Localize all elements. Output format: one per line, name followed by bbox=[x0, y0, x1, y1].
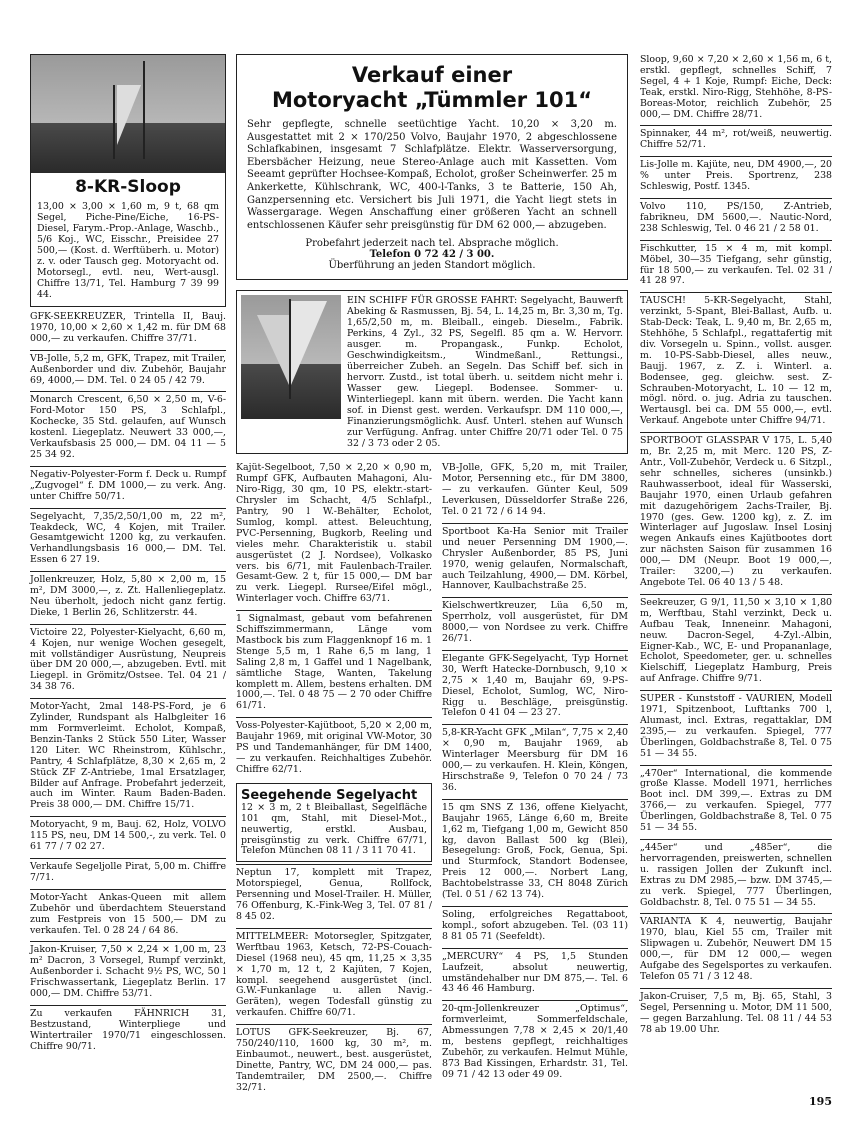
column-middle bbox=[236, 52, 628, 1099]
tuemmler-contact-1: Probefahrt jederzeit nach tel. Absprache möglich. bbox=[305, 238, 559, 250]
classified-ad: Spinnaker, 44 m², rot/weiß, neuwertig. Chiffre 52/71. bbox=[640, 125, 832, 156]
page-number: 195 bbox=[809, 1095, 832, 1108]
classified-list-middle-left bbox=[236, 460, 432, 1098]
tuemmler-contact-3: Überführung an jeden Standort möglich. bbox=[328, 260, 536, 272]
classified-ad: Volvo 110, PS/150, Z-Antrieb, fabrikneu, DM 5600,—. Nautic-Nord, 238 Schleswig, Tel. 0 46 21 / 2 58 01. bbox=[640, 198, 832, 240]
classified-list-right bbox=[640, 52, 832, 1041]
classified-ad: Lis-Jolle m. Kajüte, neu, DM 4900,—, 20 % unter Preis. Sportrenz, 238 Schleswig, Postf. 1345. bbox=[640, 156, 832, 198]
classified-ad: Neptun 17, komplett mit Trapez, Motorspiegel, Genua, Rollfock, Persenning und Mosel-Trailer. H. Müller, 76 Offenburg, K.-Fink-Weg 3, Tel. 07 81 / 8 45 02. bbox=[236, 864, 432, 928]
tuemmler-ad bbox=[236, 54, 628, 280]
classified-ad: 5,8-KR-Yacht GFK „Milan“, 7,75 × 2,40 × 0,90 m, Baujahr 1969, ab Winterlager Meersburg für DM 16 000,— zu verkaufen. H. Klein, Köngen, Hirschstraße 9, Telefon 0 70 24 / 73 36. bbox=[442, 724, 628, 798]
tuemmler-text: Sehr gepflegte, schnelle seetüchtige Yacht. 10,20 × 3,20 m. Ausgestattet mit 2 × 170/250 Volvo, Baujahr 1970, 2 abgeschlossene Schlafkabinen, insgesamt 7 Schlafplätze. Elektr. Wasserversorgung, Ebersbächer Heizung, neue Stereo-Anlage auch mit Kassetten. Vom Seeamt geprüfter Hochsee-Kompaß, Echolot, großer Scheinwerfer. 25 m Ankerkette, Kühlschrank, WC, 400-l-Tanks, 3 te Batterie, 150 Ah, Ganzpersenning etc. Versichert bis Juli 1971, die Yacht liegt stets in Wassergarage. Wegen Anschaffung einer größeren Yacht an schnell entschlossenen Käufer sehr preisgünstig für DM 62 000,— abzugeben. bbox=[247, 119, 617, 231]
classified-ad: 20-qm-Jollenkreuzer „Optimus“, formverleimt, Sommerfeldschale, Abmessungen 7,78 × 2,45 × 20/1,40 m, bestens gepflegt, reichhaltiges Zubehör, zu verkaufen. Helmut Mühle, 873 Bad Kissingen, Erhardstr. 31, Tel. 09 71 / 42 13 oder 49 09. bbox=[442, 1000, 628, 1085]
classified-ad: Kajüt-Segelboot, 7,50 × 2,20 × 0,90 m, Rumpf GFK, Aufbauten Mahagoni, Alu-Niro-Rigg, 30 qm, 10 PS, elektr.-start-Chrysler im Schacht, 4/5 Schlafpl., Pantry, 90 l W.-Behälter, Echolot, Sumlog, kompl. attest. Beleuchtung, PVC-Persenning, Bugkorb, Reeling und vieles mehr. Charakteristik u. stabil ausgerüstet (2 J. Nordsee), Volkasko vers. bis 6/71, mit Faulenbach-Trailer. Gesamt-Gew. 2 t, für 15 000,— DM bar zu verk. Liegepl. Rursee/Eifel mögl., Winterlager voch. Chiffre 63/71. bbox=[236, 462, 432, 605]
classified-ad: LOTUS GFK-Seekreuzer, Bj. 67, 750/240/110, 1600 kg, 30 m², m. Einbaumot., neuwert., best. ausgerüstet, Dinette, Pantry, WC, DM 24 000,— pas. Tandemtrailer, DM 2500,—. Chiffre 32/71. bbox=[236, 1024, 432, 1098]
column-right bbox=[640, 52, 832, 1041]
tuemmler-title-2: Motoryacht „Tümmler 101“ bbox=[271, 88, 593, 112]
classified-ad: Victoire 22, Polyester-Kielyacht, 6,60 m, 4 Kojen, nur wenige Wochen gesegelt, mit vollständiger Ausrüstung, Neupreis über DM 20 000,—, abzugeben. Evtl. mit Liegepl. in Grömitz/Ostsee. Tel. 04 21 / 34 38 76. bbox=[30, 624, 226, 698]
classified-ad: Negativ-Polyester-Form f. Deck u. Rumpf „Zugvogel“ f. DM 1000,— zu verk. Ang. unter Chiffre 50/71. bbox=[30, 466, 226, 508]
classified-ad: Sportboot Ka-Ha Senior mit Trailer und neuer Persenning DM 1900,—. Chrysler Außenborder, 85 PS, Juni 1970, wenig gelaufen, Normalschaft, auch Teilzahlung, 4900,— DM. Körbel, Hannover, Kaulbachstraße 25. bbox=[442, 523, 628, 597]
sloop-title: 8-KR-Sloop bbox=[75, 177, 181, 197]
classified-ad: Motoryacht, 9 m, Bauj. 62, Holz, VOLVO 115 PS, neu, DM 14 500,-, zu verk. Tel. 0 61 77 / 7 02 27. bbox=[30, 816, 226, 858]
classified-ad: GFK-SEEKREUZER, Trintella II, Bauj. 1970, 10,00 × 2,60 × 1,42 m. für DM 68 000,— zu verkaufen. Chiffre 37/71. bbox=[30, 311, 226, 344]
seegehende-ad bbox=[236, 783, 432, 863]
classified-ad: Voss-Polyester-Kajütboot, 5,20 × 2,00 m, Baujahr 1969, mit original VW-Motor, 30 PS und Tandemanhänger, für DM 1400,— zu verkaufen. Reichhaltiges Zubehör. Chiffre 62/71. bbox=[236, 717, 432, 781]
classified-ad: VB-Jolle, GFK, 5,20 m, mit Trailer, Motor, Persenning etc., für DM 3800,— zu verkaufen. Günter Keul, 509 Leverkusen, Düsseldorfer Straße 226, Tel. 0 21 72 / 6 14 94. bbox=[442, 462, 628, 517]
classified-ad: Soling, erfolgreiches Regattaboot, kompl., sofort abzugeben. Tel. (03 11) 8 81 05 71 (Seefeldt). bbox=[442, 906, 628, 948]
ship-photo bbox=[241, 295, 341, 419]
classified-ad: SUPER - Kunststoff - VAURIEN, Modell 1971, Spitzenboot, Lufttanks 700 l, Alumast, incl. Extras, regattaklar, DM 2395,— zu verkaufen. Spiegel, 777 Überlingen, Goldbachstraße 8, Tel. 0 75 51 — 34 55. bbox=[640, 690, 832, 764]
classified-ad: Motor-Yacht Ankas-Queen mit allem Zubehör und überdachtem Steuerstand zum Festpreis von 15 500,— DM zu verkaufen. Tel. 0 28 24 / 64 86. bbox=[30, 889, 226, 942]
sloop-ad bbox=[30, 54, 226, 307]
classified-ad: Sloop, 9,60 × 7,20 × 2,60 × 1,56 m, 6 t, erstkl. gepflegt, schnelles Schiff, 7 Segel, 4 + 1 Koje, Rumpf: Eiche, Deck: Teak, erstkl. Niro-Rigg, Stehhöhe, 8-PS-Boreas-Motor, reichlich Zubehör, 25 000,— DM. Chiffre 28/71. bbox=[640, 54, 832, 120]
classified-ad: „MERCURY“ 4 PS, 1,5 Stunden Laufzeit, absolut neuwertig, umständehalber nur DM 875,—. Tel. 6 43 46 46 Hamburg. bbox=[442, 948, 628, 1001]
classified-ad: SPORTBOOT GLASSPAR V 175, L. 5,40 m, Br. 2,25 m, mit Merc. 120 PS, Z-Antr., Voll-Zubehör, Verdeck u. 6 Sitzpl., sehr schnelles, sicheres (unsinkb.) Rauhwasserboot, ideal für Wasserski, Baujahr 1970, einen Urlaub gefahren mit dazugehörigem 2achs-Trailer, Bj. 1970 (ges. Gew. 1200 kg), z. Z. im Winterlager auf Jugoslaw. Insel Losinj wegen Ankaufs eines Kajütbootes dort zur nächsten Saison für zusammen 16 000,— DM (Neupr. Boot 19 000,—, Trailer: 3200,—) zu verkaufen. Angebote Tel. 06 40 13 / 5 48. bbox=[640, 432, 832, 594]
classified-ad: „470er“ International, die kommende große Klasse. Modell 1971, herrliches Boot incl. DM 399,—. Extras zu DM 3766,— zu verkaufen. Spiegel, 777 Überlingen, Goldbachstraße 8, Tel. 0 75 51 — 34 55. bbox=[640, 765, 832, 839]
classified-ad: Kielschwertkreuzer, Lüa 6,50 m, Sperrholz, voll ausgerüstet, für DM 8000,— von Nordsee zu verk. Chiffre 26/71. bbox=[442, 597, 628, 650]
tuemmler-contact-2: Telefon 0 72 42 / 3 00. bbox=[369, 249, 495, 261]
sloop-photo bbox=[31, 55, 225, 173]
seegehende-title: Seegehende Segelyacht bbox=[241, 787, 418, 803]
ship-ad bbox=[236, 290, 628, 454]
classified-ad: 1 Signalmast, gebaut vom befahrenen Schiffszimmermann, Länge vom Mastbock bis zum Flaggenknopf 16 m. 1 Stenge 5,5 m, 1 Rahe 6,5 m lang, 1 Saling 2,8 m, 1 Gaffel und 1 Nagelbank, sämtliche Stage, Wanten, Takelung komplett m. Allem, bestens erhalten. DM 1000,—. Tel. 0 48 75 — 2 70 oder Chiffre 61/71. bbox=[236, 610, 432, 717]
classified-ad: Segelyacht, 7,35/2,50/1,00 m, 22 m², Teakdeck, WC, 4 Kojen, mit Trailer. Gesamtgewicht 1200 kg, zu verkaufen. Verhandlungsbasis 16 000,— DM. Tel. Essen 6 27 19. bbox=[30, 508, 226, 572]
classified-ad: Verkaufe Segeljolle Pirat, 5,00 m. Chiffre 7/71. bbox=[30, 858, 226, 889]
classified-list-middle-right bbox=[442, 460, 628, 1098]
sloop-text: 13,00 × 3,00 × 1,60 m, 9 t, 68 qm Segel, Piche-Pine/Eiche, 16-PS-Diesel, Farym.-Prop.-Anlage, Waschb., 5/6 Koj., WC, Eisschr., Preisidee 27 500,— (Kost. d. Werftüberh. u. Motor) z. v. oder Tausch geg. Motoryacht od. Motorsegl., evtl. neu, Wert-ausgl. Chiffre 13/71, Tel. Hamburg 7 39 99 44. bbox=[37, 201, 219, 300]
classified-ad: VB-Jolle, 5,2 m, GFK, Trapez, mit Trailer, Außenborder und div. Zubehör, Baujahr 69, 4000,— DM. Tel. 0 24 05 / 42 79. bbox=[30, 350, 226, 392]
classified-ad: Monarch Crescent, 6,50 × 2,50 m, V-6-Ford-Motor 150 PS, 3 Schlafpl., Kochecke, 35 Std. gelaufen, auf Wunsch kostenl. Liegeplatz. Neuwert 33 000,—, Verkaufsbasis 25 000,— DM. 04 11 — 5 25 34 92. bbox=[30, 391, 226, 465]
classified-ad: Elegante GFK-Segelyacht, Typ Hornet 30, Werft Hatecke-Dornbusch, 9,10 × 2,75 × 1,40 m, Baujahr 69, 9-PS-Diesel, Echolot, Sumlog, WC, Niro-Rigg u. Beschläge, preisgünstig. Telefon 0 41 04 — 23 27. bbox=[442, 650, 628, 724]
classified-ad: Motor-Yacht, 2mal 148-PS-Ford, je 6 Zylinder, Rundspant als Halbgleiter 16 mm Formverleimt. Echolot, Kompaß, Benzin-Tanks 2 Stück 550 Liter, Wasser 120 Liter. WC Rheinstrom, Kühlschr., Pantry, 4 Schlafplätze, 8,30 × 2,65 m, 2 Stück ZF Z-Antriebe, 1mal Ersatzlager, Bilder auf Anfrage. Probefahrt jederzeit, auch im Winter. Raum Baden-Baden. Preis 38 000,— DM. Chiffre 15/71. bbox=[30, 698, 226, 816]
classified-ad: MITTELMEER: Motorsegler, Spitzgater, Werftbau 1963, Ketsch, 72-PS-Couach-Diesel (1968 neu), 45 qm, 11,25 × 3,35 × 1,70 m, 12 t, 2 Kajüten, 7 Kojen, kompl. seegehend ausgerüstet (incl. G.W.-Funkanlage u. allen Navig.-Geräten), wegen Todesfall günstig zu verkaufen. Chiffre 60/71. bbox=[236, 928, 432, 1024]
classified-ad: Jakon-Kruiser, 7,50 × 2,24 × 1,00 m, 23 m² Dacron, 3 Vorsegel, Rumpf verzinkt, Außenborder i. Schacht 9½ PS, WC, 50 l Frischwassertank, Liegeplatz Berlin. 17 000,— DM. Chiffre 53/71. bbox=[30, 941, 226, 1005]
tuemmler-title-1: Verkauf einer bbox=[351, 63, 513, 87]
classified-ad: Seekreuzer, G 9/1, 11,50 × 3,10 × 1,80 m, Werftbau, Stahl verzinkt, Deck u. Aufbau Teak, Inneneinr. Mahagoni, neuw. Dacron-Segel, 4-Zyl.-Albin, Eigner-Kab., WC, E- und Propananlage, Echolot, Speedometer, ger. u. schnelles Kielschiff, Liegeplatz Hamburg, Preis auf Anfrage. Chiffre 9/71. bbox=[640, 594, 832, 690]
classified-ad: VARIANTA K 4, neuwertig, Baujahr 1970, blau, Kiel 55 cm, Trailer mit Slipwagen u. Zubehör, Neuwert DM 15 000,—, für DM 12 000,— wegen Aufgabe des Segelsportes zu verkaufen. Telefon 05 71 / 3 12 48. bbox=[640, 913, 832, 987]
seegehende-text: 12 × 3 m, 2 t Bleiballast, Segelfläche 101 qm, Stahl, mit Diesel-Mot., neuwertig, erstkl. Ausbau, preisgünstig zu verk. Chiffre 67/71, Telefon München 08 11 / 3 11 70 41. bbox=[241, 801, 427, 857]
classified-list-left bbox=[30, 309, 226, 1058]
classified-ad: 15 qm SNS Z 136, offene Kielyacht, Baujahr 1965, Länge 6,60 m, Breite 1,62 m, Tiefgang 1,00 m, Gewicht 850 kg, davon Ballast 500 kg (Blei), Besegelung: Groß, Fock, Genua, Spi. und Sturmfock, Standort Bodensee, Preis 12 000,—. Norbert Lang, Bachtobelstrasse 33, CH 8048 Zürich (Tel. 0 51 / 62 13 74). bbox=[442, 799, 628, 906]
classified-ad: TAUSCH! 5-KR-Segelyacht, Stahl, verzinkt, 5-Spant, Blei-Ballast, Aufb. u. Stab-Deck: Teak, L. 9,40 m, Br. 2,65 m, Stehhöhe, 5 Schlafpl., regattafertig mit div. Vorsegeln u. Spinn., vollst. ausger. m. 10-PS-Sabb-Diesel, alles neuw., Baujj. 1967, z. Z. i. Winterl. a. Bodensee, geg. gleichw. sest. Z-Schrauben-Motoryacht, L. 10 — 12 m, mögl. nörd. o. jug. Adria zu tauschen. Wertausgl. bei ca. DM 55 000,—, evtl. Verkauf. Angebote unter Chiffre 94/71. bbox=[640, 292, 832, 432]
classified-ad: Jollenkreuzer, Holz, 5,80 × 2,00 m, 15 m², DM 3000,—, z. Zt. Hallenliegeplatz. Neu überholt, jedoch nicht ganz fertig. Dieke, 1 Berlin 26, Schlitzerstr. 44. bbox=[30, 571, 226, 624]
classified-ad: Zu verkaufen FÄHNRICH 31, Bestzustand, Winterpliege und Wintertrailer 1970/71 eingeschlossen. Chiffre 90/71. bbox=[30, 1005, 226, 1058]
classified-ad: „445er“ und „485er“, die hervorragenden, preiswerten, schnellen u. rassigen Jollen der Zukunft incl. Extras zu DM 2985,— bzw. DM 3745,— zu verk. Spiegel, 777 Überlingen, Goldbachstr. 8, Tel. 0 75 51 — 34 55. bbox=[640, 839, 832, 913]
column-left bbox=[30, 52, 226, 1058]
classified-ad: Jakon-Cruiser, 7,5 m, Bj. 65, Stahl, 3 Segel, Persenning u. Motor, DM 11 500,— gegen Barzahlung. Tel. 08 11 / 44 53 78 ab 19.00 Uhr. bbox=[640, 988, 832, 1041]
ship-text: EIN SCHIFF FÜR GROSSE FAHRT: Segelyacht, Bauwerft Abeking & Rasmussen, Bj. 54, L. 14,25 m, Br. 3,30 m, Tg. 1,65/2,50 m, m. Bleiball., eingeb. Dieselm., Fabrik. Perkins, 4 Zyl., 32 PS, Segelfl. 85 qm a. W. Hervorr. ausger. m. Propangask., Funkp. Echolot, Geschwindigkeitsm., Windmeßanl., Rettungsi., überreicher Zubeh. an Segeln. Das Schiff bef. sich in hervorr. Zustd., ist total überh. u. seitdem nicht mehr i. Wasser gew. Liegepl. Bodensee. Sommer- u. Winterliegepl. kann mit übern. werden. Die Yacht kann sof. in Dienst gest. werden. Verkaufspr. DM 110 000,—, Finanzierungsmöglichk. Ausf. Unterl. stehen auf Wunsch zur Verfügung. Anfrag. unter Chiffre 20/71 oder Tel. 0 75 32 / 3 73 oder 2 05. bbox=[347, 295, 623, 450]
classified-ad: Fischkutter, 15 × 4 m, mit kompl. Möbel, 30—35 Tiefgang, sehr günstig, für 18 500,— zu verkaufen. Tel. 02 31 / 41 28 97. bbox=[640, 240, 832, 293]
